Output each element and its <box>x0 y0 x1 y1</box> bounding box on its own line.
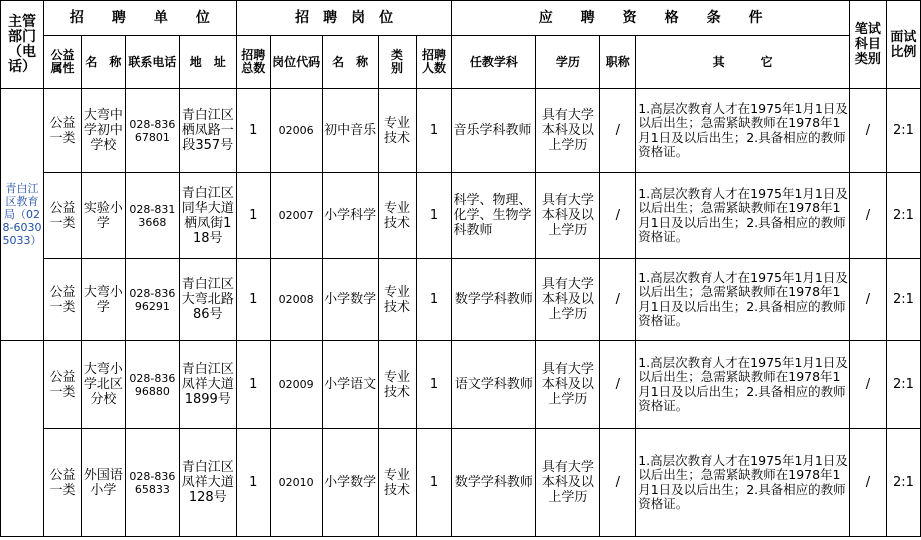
department-cell-empty <box>1 341 44 537</box>
header-other: 其 它 <box>636 36 850 89</box>
subject-cell: 科学、物理、化学、生物学科教师 <box>452 173 536 259</box>
education-cell: 具有大学本科及以上学历 <box>536 173 600 259</box>
title-cell: / <box>600 429 636 537</box>
header-qual-group: 应 聘 资 格 条 件 <box>452 1 849 36</box>
table-row <box>1 259 921 341</box>
post-count-cell: 1 <box>416 429 452 537</box>
header-unit-name: 名 称 <box>81 36 125 89</box>
unit-nature-cell: 公益一类 <box>43 429 81 537</box>
table-row <box>1 89 921 173</box>
table-row <box>1 429 921 537</box>
exam-type-cell: / <box>849 89 886 173</box>
header-unit-nature: 公益属性 <box>43 36 81 89</box>
unit-address-cell: 青白江区凤祥大道1899号 <box>179 341 236 429</box>
post-category-cell: 专业技术 <box>378 429 416 537</box>
post-category-cell: 专业技术 <box>378 259 416 341</box>
post-code-cell: 02008 <box>270 259 322 341</box>
header-post-name: 名 称 <box>322 36 378 89</box>
other-conditions-cell: 1.高层次教育人才在1975年1月1日及以后出生；急需紧缺教师在1978年1月1日及以后出生；2.具备相应的教师资格证。 <box>636 89 850 173</box>
unit-name-cell: 大弯小学北区分校 <box>81 341 125 429</box>
header-post-group: 招 聘 岗 位 <box>236 1 452 36</box>
title-cell: / <box>600 259 636 341</box>
education-cell: 具有大学本科及以上学历 <box>536 89 600 173</box>
total-hire-cell: 1 <box>236 341 270 429</box>
header-unit-group: 招 聘 单 位 <box>43 1 236 36</box>
title-cell: / <box>600 341 636 429</box>
unit-phone-cell: 028-83665833 <box>125 429 179 537</box>
total-hire-cell: 1 <box>236 173 270 259</box>
exam-type-cell: / <box>849 341 886 429</box>
post-name-cell: 小学数学 <box>322 429 378 537</box>
table-row <box>1 341 921 429</box>
header-title: 职称 <box>600 36 636 89</box>
post-code-cell: 02007 <box>270 173 322 259</box>
unit-name-cell: 大弯小学 <box>81 259 125 341</box>
total-hire-cell: 1 <box>236 429 270 537</box>
header-exam-type: 笔试科目类别 <box>849 1 886 89</box>
interview-ratio-cell: 2:1 <box>886 259 920 341</box>
post-name-cell: 初中音乐 <box>322 89 378 173</box>
post-count-cell: 1 <box>416 259 452 341</box>
unit-address-cell: 青白江区大弯北路86号 <box>179 259 236 341</box>
header-unit-phone: 联系电话 <box>125 36 179 89</box>
unit-phone-cell: 028-83667801 <box>125 89 179 173</box>
unit-nature-cell: 公益一类 <box>43 341 81 429</box>
interview-ratio-cell: 2:1 <box>886 341 920 429</box>
post-count-cell: 1 <box>416 341 452 429</box>
header-interview-ratio: 面试比例 <box>886 1 920 89</box>
header-post-count: 招聘人数 <box>416 36 452 89</box>
subject-cell: 数学学科教师 <box>452 259 536 341</box>
department-cell: 青白江区教育局（028-60305033） <box>1 89 44 341</box>
header-row-2 <box>1 36 921 89</box>
other-conditions-cell: 1.高层次教育人才在1975年1月1日及以后出生；急需紧缺教师在1978年1月1日及以后出生；2.具备相应的教师资格证。 <box>636 341 850 429</box>
post-code-cell: 02010 <box>270 429 322 537</box>
header-dept: 主管部门（电话） <box>1 1 44 89</box>
post-count-cell: 1 <box>416 173 452 259</box>
education-cell: 具有大学本科及以上学历 <box>536 341 600 429</box>
header-row-1 <box>1 1 921 36</box>
education-cell: 具有大学本科及以上学历 <box>536 259 600 341</box>
header-post-code: 岗位代码 <box>270 36 322 89</box>
header-subject: 任教学科 <box>452 36 536 89</box>
unit-phone-cell: 028-83696880 <box>125 341 179 429</box>
subject-cell: 语文学科教师 <box>452 341 536 429</box>
post-count-cell: 1 <box>416 89 452 173</box>
total-hire-cell: 1 <box>236 89 270 173</box>
post-category-cell: 专业技术 <box>378 341 416 429</box>
header-unit-address: 地 址 <box>179 36 236 89</box>
post-category-cell: 专业技术 <box>378 173 416 259</box>
unit-address-cell: 青白江区凤祥大道128号 <box>179 429 236 537</box>
table-row <box>1 173 921 259</box>
post-category-cell: 专业技术 <box>378 89 416 173</box>
interview-ratio-cell: 2:1 <box>886 173 920 259</box>
title-cell: / <box>600 173 636 259</box>
unit-name-cell: 外国语小学 <box>81 429 125 537</box>
subject-cell: 数学学科教师 <box>452 429 536 537</box>
unit-nature-cell: 公益一类 <box>43 259 81 341</box>
exam-type-cell: / <box>849 259 886 341</box>
exam-type-cell: / <box>849 429 886 537</box>
post-code-cell: 02009 <box>270 341 322 429</box>
header-post-category: 类 别 <box>378 36 416 89</box>
interview-ratio-cell: 2:1 <box>886 89 920 173</box>
header-education: 学历 <box>536 36 600 89</box>
unit-phone-cell: 028-83696291 <box>125 259 179 341</box>
unit-nature-cell: 公益一类 <box>43 173 81 259</box>
other-conditions-cell: 1.高层次教育人才在1975年1月1日及以后出生；急需紧缺教师在1978年1月1日及以后出生；2.具备相应的教师资格证。 <box>636 429 850 537</box>
unit-address-cell: 青白江区同华大道栖凤街118号 <box>179 173 236 259</box>
post-name-cell: 小学数学 <box>322 259 378 341</box>
title-cell: / <box>600 89 636 173</box>
other-conditions-cell: 1.高层次教育人才在1975年1月1日及以后出生；急需紧缺教师在1978年1月1日及以后出生；2.具备相应的教师资格证。 <box>636 259 850 341</box>
header-total-hire: 招聘总数 <box>236 36 270 89</box>
interview-ratio-cell: 2:1 <box>886 429 920 537</box>
exam-type-cell: / <box>849 173 886 259</box>
education-cell: 具有大学本科及以上学历 <box>536 429 600 537</box>
unit-name-cell: 实验小学 <box>81 173 125 259</box>
subject-cell: 音乐学科教师 <box>452 89 536 173</box>
unit-phone-cell: 028-8313668 <box>125 173 179 259</box>
other-conditions-cell: 1.高层次教育人才在1975年1月1日及以后出生；急需紧缺教师在1978年1月1日及以后出生；2.具备相应的教师资格证。 <box>636 173 850 259</box>
total-hire-cell: 1 <box>236 259 270 341</box>
post-code-cell: 02006 <box>270 89 322 173</box>
unit-address-cell: 青白江区栖凤路一段357号 <box>179 89 236 173</box>
post-name-cell: 小学科学 <box>322 173 378 259</box>
post-name-cell: 小学语文 <box>322 341 378 429</box>
unit-name-cell: 大弯中学初中学校 <box>81 89 125 173</box>
unit-nature-cell: 公益一类 <box>43 89 81 173</box>
